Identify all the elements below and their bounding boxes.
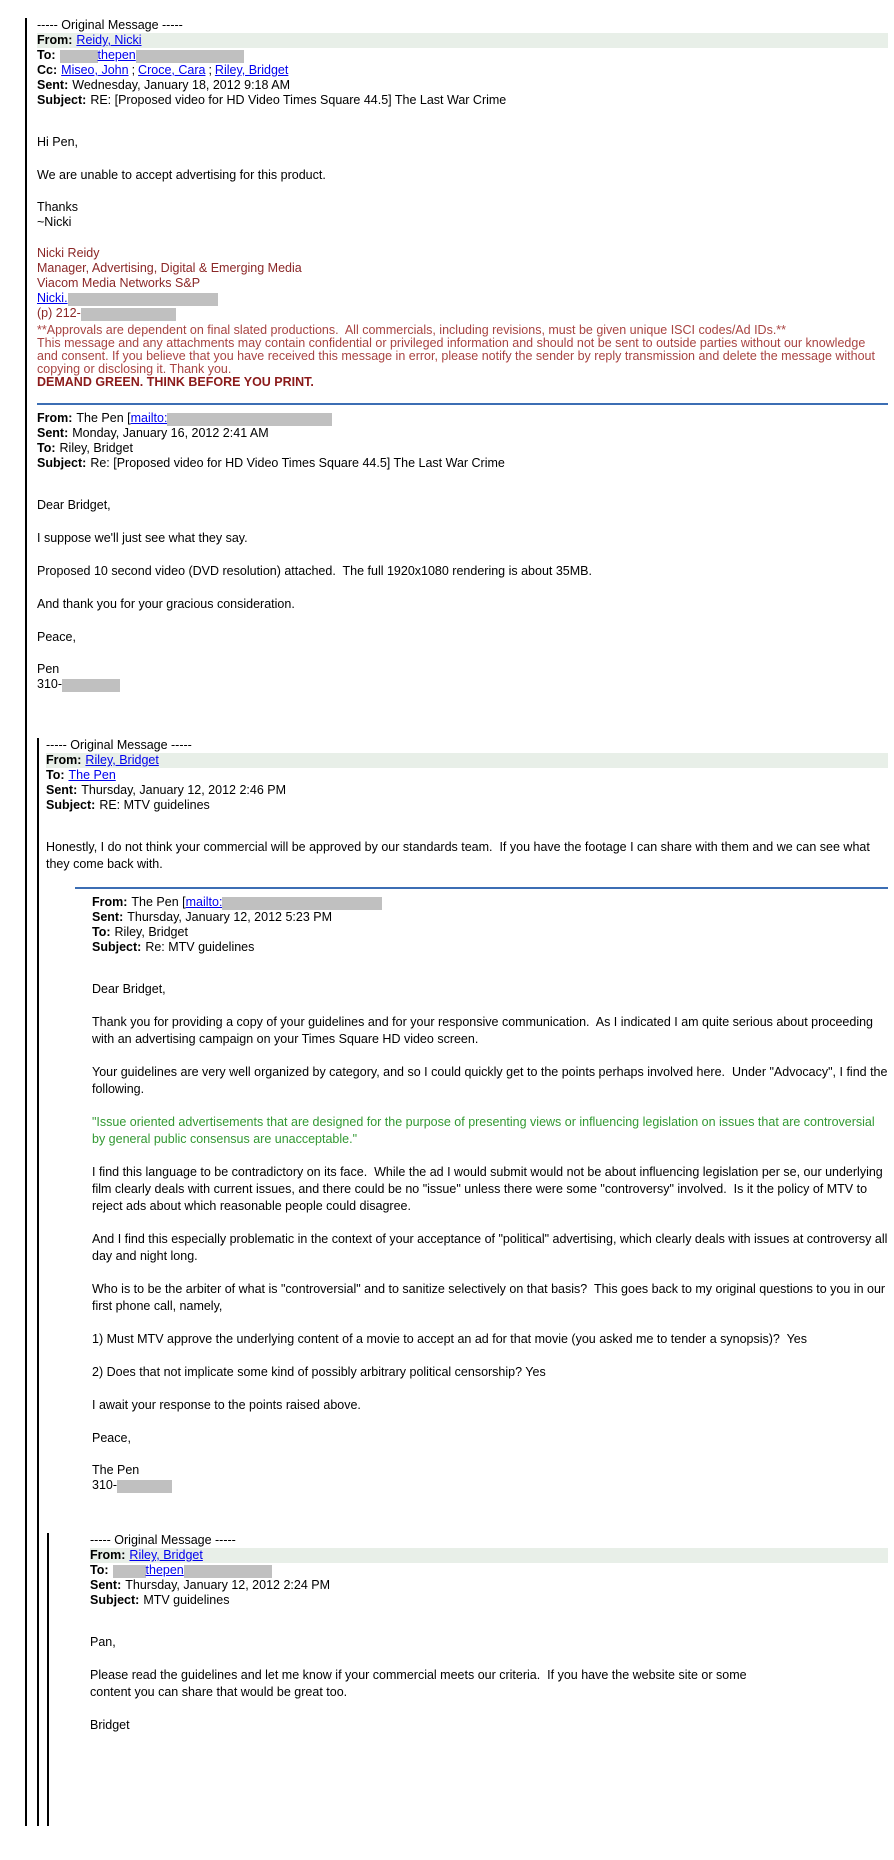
paragraph: Your guidelines are very well organized by category, and so I could quickly get to the points perhaps involved here. Under "Advocacy", I find the following. (92, 1065, 891, 1096)
signature-email-line (37, 291, 888, 306)
paragraph: Bridget (90, 1718, 130, 1732)
redacted-text (167, 413, 332, 426)
original-message-separator: ----- Original Message ----- (46, 738, 192, 752)
to-label: To: (90, 1563, 109, 1577)
paragraph: Thank you for providing a copy of your guidelines and for your responsive communication. As I indicated I am quite serious about proceeding with an advertising campaign on your Times Square HD video screen. (92, 1015, 877, 1046)
phone-prefix: 310- (92, 1478, 118, 1492)
redacted-text (81, 308, 176, 321)
msg5-to-row (90, 1563, 888, 1578)
subject-label: Subject: (37, 93, 87, 107)
redacted-text (68, 293, 218, 306)
msg5-from-link[interactable]: Riley, Bridget (129, 1548, 203, 1562)
msg1-disclaimer (37, 324, 888, 389)
msg1-from-row (37, 33, 888, 48)
msg5-subject-row (90, 1593, 888, 1608)
msg4-body (92, 955, 891, 1493)
paragraph: And thank you for your gracious consideration. (37, 597, 295, 611)
paragraph: I await your response to the points raised above. (92, 1398, 361, 1412)
paragraph: I suppose we'll just see what they say. (37, 531, 248, 545)
paragraph: Please read the guidelines and let me know if your commercial meets our criteria. If you have the website site or some content you can share that would be great too. (90, 1668, 751, 1699)
msg1-subject-value: RE: [Proposed video for HD Video Times Square 44.5] The Last War Crime (90, 93, 507, 107)
msg3-body (46, 813, 888, 873)
signature-line: Nicki Reidy (37, 246, 100, 260)
msg1-body (37, 108, 888, 389)
sent-label: Sent: (46, 783, 78, 797)
msg2-from-value: The Pen [ (76, 411, 131, 425)
to-label: To: (37, 48, 56, 62)
signature-phone-line (92, 1478, 888, 1493)
msg1-signature (37, 246, 888, 321)
msg2-signature (37, 662, 888, 692)
msg2-sent-value: Monday, January 16, 2012 2:41 AM (72, 426, 269, 440)
sent-label: Sent: (37, 426, 69, 440)
msg1-from-link[interactable]: Reidy, Nicki (76, 33, 142, 47)
msg3-sent-value: Thursday, January 12, 2012 2:46 PM (81, 783, 286, 797)
msg3-to-row (46, 768, 888, 783)
msg1-to-link[interactable]: thepen (97, 48, 136, 62)
subject-label: Subject: (37, 456, 87, 470)
redacted-text (184, 1565, 272, 1578)
cc-separator: ; (131, 63, 136, 77)
msg3-from-link[interactable]: Riley, Bridget (85, 753, 159, 767)
to-label: To: (92, 925, 111, 939)
msg5-sent-value: Thursday, January 12, 2012 2:24 PM (125, 1578, 330, 1592)
redacted-text (117, 1480, 172, 1493)
paragraph: Peace, (37, 630, 76, 644)
msg4-block (75, 887, 891, 1493)
paragraph: And I find this especially problematic in the context of your acceptance of "political" advertising, which clearly deals with issues at controversy all day and night long. (92, 1232, 891, 1263)
redacted-text (62, 679, 120, 692)
signature-phone-line (37, 677, 888, 692)
quote-level-1 (25, 18, 891, 1826)
msg4-subject-value: Re: MTV guidelines (145, 940, 255, 954)
signature-line: Manager, Advertising, Digital & Emerging Media (37, 261, 302, 275)
msg2-block (37, 403, 888, 692)
paragraph: Proposed 10 second video (DVD resolution) attached. The full 1920x1080 rendering is about 35MB. (37, 564, 592, 578)
redacted-text (222, 897, 382, 910)
quoted-guideline-text: "Issue oriented advertisements that are designed for the purpose of presenting views or influencing legislation on issues that are controversial by general public consensus are unacceptable." (92, 1115, 879, 1146)
cc-separator: ; (208, 63, 212, 77)
phone-prefix: (p) 212- (37, 306, 81, 320)
from-label: From: (37, 411, 73, 425)
redacted-text (113, 1565, 146, 1578)
from-label: From: (37, 33, 73, 47)
signature-line: Pen (37, 662, 60, 676)
subject-label: Subject: (46, 798, 96, 812)
msg2-to-row (37, 441, 888, 456)
closing-line: ~Nicki (37, 215, 72, 229)
paragraph: Dear Bridget, (37, 498, 111, 512)
cc-label: Cc: (37, 63, 58, 77)
to-label: To: (46, 768, 65, 782)
msg1-sent-row (37, 78, 888, 93)
msg1-email-link[interactable]: Nicki. (37, 291, 68, 305)
msg2-mailto-link[interactable]: mailto: (130, 411, 168, 425)
msg4-from-row (92, 895, 888, 910)
msg4-signature (92, 1463, 888, 1493)
closing-line: Thanks (37, 200, 78, 214)
msg5-sent-row (90, 1578, 888, 1593)
msg4-sent-row (92, 910, 888, 925)
signature-phone-line (37, 306, 888, 321)
redacted-text (60, 50, 98, 63)
sent-label: Sent: (90, 1578, 122, 1592)
signature-line: The Pen (92, 1463, 140, 1477)
msg1-cc-row (37, 63, 888, 78)
paragraph: Dear Bridget, (92, 982, 166, 996)
sent-label: Sent: (37, 78, 69, 92)
msg5-from-row (90, 1548, 888, 1563)
quote-level-3 (47, 1533, 888, 1826)
msg1-cc-link[interactable]: Miseo, John (61, 63, 129, 77)
original-message-separator: ----- Original Message ----- (90, 1533, 236, 1547)
msg3-sent-row (46, 783, 888, 798)
from-label: From: (90, 1548, 126, 1562)
quote-level-2 (37, 738, 891, 1826)
to-label: To: (37, 441, 56, 455)
msg5-body (90, 1608, 888, 1734)
sent-label: Sent: (92, 910, 124, 924)
disclaimer-demand-green: DEMAND GREEN. THINK BEFORE YOU PRINT. (37, 375, 314, 389)
subject-label: Subject: (90, 1593, 140, 1607)
paragraph: We are unable to accept advertising for this product. (37, 168, 326, 182)
msg5-to-link[interactable]: thepen (145, 1563, 184, 1577)
msg3-subject-row (46, 798, 888, 813)
redacted-text (136, 50, 244, 63)
from-label: From: (46, 753, 82, 767)
paragraph: Who is to be the arbiter of what is "controversial" and to sanitize selectively on that basis? This goes back to my original questions to you in our first phone call, namely, (92, 1282, 889, 1313)
msg2-to-value: Riley, Bridget (59, 441, 133, 455)
msg4-to-row (92, 925, 888, 940)
msg5-block (90, 1533, 888, 1826)
msg1-closing (37, 200, 888, 230)
paragraph: 1) Must MTV approve the underlying content of a movie to accept an ad for that movie (you asked me to tender a synopsis)? Yes (92, 1332, 807, 1346)
msg3-subject-value: RE: MTV guidelines (99, 798, 210, 812)
msg2-sent-row (37, 426, 888, 441)
phone-prefix: 310- (37, 677, 63, 691)
msg2-subject-row (37, 456, 888, 471)
paragraph: I find this language to be contradictory on its face. While the ad I would submit would not be about influencing legislation per se, our underlying film clearly deals with current issues, and there could be no "issue" unless there were some "controversy" involved. Is it the policy of MTV to reject ads about which reasonable people could disagree. (92, 1165, 887, 1213)
msg4-to-value: Riley, Bridget (114, 925, 188, 939)
msg5-subject-value: MTV guidelines (143, 1593, 230, 1607)
subject-label: Subject: (92, 940, 142, 954)
paragraph: Pan, (90, 1635, 116, 1649)
paragraph: 2) Does that not implicate some kind of possibly arbitrary political censorship? Yes (92, 1365, 546, 1379)
paragraph: Hi Pen, (37, 135, 78, 149)
msg1-subject-row (37, 93, 888, 108)
disclaimer-line: This message and any attachments may contain confidential or privileged information and should not be sent to outside parties without our knowledge and consent. If you believe that you have received this message in error, please notify the sender by reply transmission and delete the message without copying or disclosing it. Thank you. (37, 336, 879, 376)
from-label: From: (92, 895, 128, 909)
msg1-cc-link[interactable]: Riley, Bridget (214, 63, 289, 77)
msg3-from-row (46, 753, 888, 768)
paragraph: Honestly, I do not think your commercial will be approved by our standards team. If you have the footage I can share with them and we can see what they come back with. (46, 840, 874, 871)
msg2-subject-value: Re: [Proposed video for HD Video Times Square 44.5] The Last War Crime (90, 456, 505, 470)
msg2-from-row (37, 411, 888, 426)
msg3-to-link[interactable]: The Pen (68, 768, 116, 782)
msg4-sent-value: Thursday, January 12, 2012 5:23 PM (127, 910, 332, 924)
msg4-subject-row (92, 940, 888, 955)
msg4-mailto-link[interactable]: mailto: (185, 895, 223, 909)
msg1-cc-link[interactable]: Croce, Cara (138, 63, 206, 77)
msg2-body (37, 471, 888, 692)
paragraph: Peace, (92, 1431, 131, 1445)
msg1-sent-value: Wednesday, January 18, 2012 9:18 AM (72, 78, 290, 92)
signature-line: Viacom Media Networks S&P (37, 276, 201, 290)
msg1-to-row (37, 48, 888, 63)
original-message-separator: ----- Original Message ----- (37, 18, 183, 32)
msg4-from-value: The Pen [ (131, 895, 186, 909)
disclaimer-line: **Approvals are dependent on final slated productions. All commercials, including revisions, must be given unique ISCI codes/Ad IDs.** (37, 323, 787, 337)
